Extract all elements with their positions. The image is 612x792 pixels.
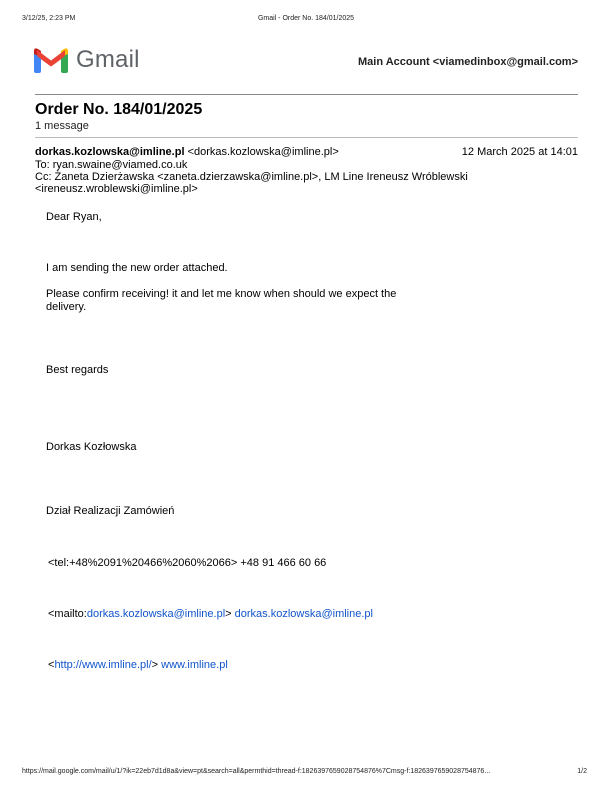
message-count: 1 message: [35, 120, 89, 132]
signature-phone[interactable]: <tel:+48%2091%20466%2060%2066> +48 91 466 60 66: [48, 557, 327, 569]
body-line-2b: delivery.: [46, 301, 87, 313]
signature-email-line: [48, 608, 373, 620]
print-datetime: 3/12/25, 2:23 PM: [22, 15, 76, 22]
header-divider: [35, 94, 578, 95]
print-url: https://mail.google.com/mail/u/1/?ik=22eb7d1d8a&view=pt&search=all&permthid=thread-f:1826397659028754876%7Cmsg-f:1826397659028754876...: [22, 768, 491, 775]
cc-line-2: <ireneusz.wroblewski@imline.pl>: [35, 183, 198, 195]
to-line: To: ryan.swaine@viamed.co.uk: [35, 159, 188, 171]
signature-web-line: [48, 659, 228, 671]
signature-department: Dział Realizacji Zamówień: [46, 505, 175, 517]
signature-name: Dorkas Kozłowska: [46, 441, 137, 453]
website-link[interactable]: www.imline.pl: [161, 659, 228, 671]
web-url-link[interactable]: http://www.imline.pl/: [54, 659, 152, 671]
gmail-logo[interactable]: [34, 46, 140, 74]
web-close: >: [151, 659, 159, 671]
account-label: Main Account <viamedinbox@gmail.com>: [358, 56, 578, 68]
body-line-2a: Please confirm receiving! it and let me know when should we expect the: [46, 288, 397, 300]
cc-line-1: Cc: Żaneta Dzierżawska <zaneta.dzierzawska@imline.pl>, LM Line Ireneusz Wróblewski: [35, 171, 468, 183]
body-line-1: I am sending the new order attached.: [46, 262, 228, 274]
thread-subject: Order No. 184/01/2025: [35, 101, 203, 118]
mailto-prefix: <mailto:: [48, 608, 87, 620]
body-regards: Best regards: [46, 364, 109, 376]
web-open: <: [48, 659, 55, 671]
body-greeting: Dear Ryan,: [46, 211, 102, 223]
mailto-link[interactable]: dorkas.kozlowska@imline.pl: [86, 608, 226, 620]
subject-divider: [35, 137, 578, 138]
print-title: Gmail - Order No. 184/01/2025: [257, 15, 355, 22]
gmail-logo-icon: [34, 47, 68, 73]
sender-address: <dorkas.kozlowska@imline.pl>: [187, 146, 339, 158]
mailto-close: >: [225, 608, 232, 620]
sender-line: [35, 146, 339, 158]
message-date: 12 March 2025 at 14:01: [461, 146, 578, 158]
email-link[interactable]: dorkas.kozlowska@imline.pl: [234, 608, 373, 620]
gmail-wordmark: Gmail: [76, 46, 140, 73]
sender-email[interactable]: dorkas.kozlowska@imline.pl: [35, 146, 185, 158]
page-number: 1/2: [577, 768, 587, 775]
